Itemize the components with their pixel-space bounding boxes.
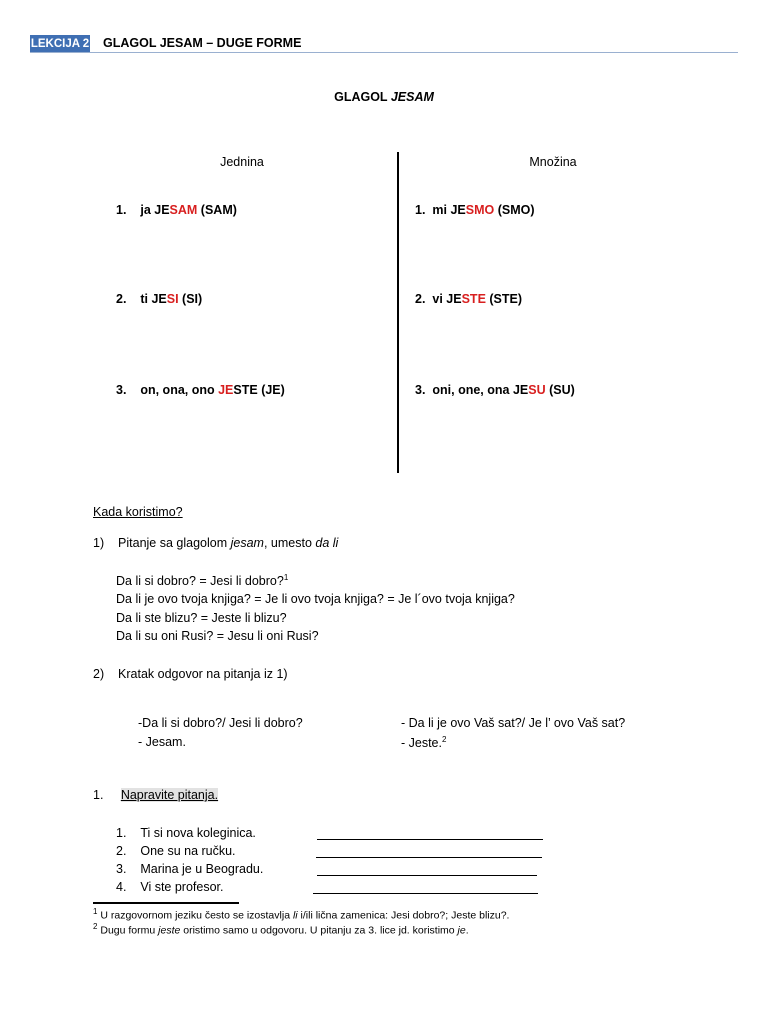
exercise-number: 1. (93, 788, 104, 802)
answer-blank-3[interactable] (317, 863, 537, 876)
example-text: Da li si dobro? = Jesi li dobro? (116, 574, 284, 589)
verb-ending: STE (461, 292, 486, 306)
point-number: 1) (93, 536, 105, 550)
footnote-ref: 1 (283, 573, 289, 582)
point-italic: jesam (230, 536, 264, 550)
footnote-mark: 2 (93, 922, 98, 931)
example-line (116, 611, 287, 625)
footnote-italic: je (457, 924, 466, 937)
short-form: (SU) (545, 383, 575, 397)
column-divider (397, 152, 399, 473)
row-number: 3. (415, 383, 426, 397)
dialogue-right-answer (401, 735, 446, 750)
pronoun: ja (140, 203, 155, 217)
header-title: GLAGOL JESAM – DUGE FORME (103, 36, 302, 50)
footnote-italic: li (292, 909, 298, 922)
plural-row-2 (415, 292, 522, 306)
exercise-heading (93, 788, 218, 802)
verb-ending: STE (233, 383, 258, 397)
item-number: 2. (116, 844, 127, 858)
verb-stem: JE (218, 383, 234, 397)
point-number: 2) (93, 667, 105, 681)
singular-heading: Jednina (220, 155, 264, 169)
footnote-text: . (465, 924, 469, 937)
example-text: Da li ste blizu? = Jeste li blizu? (116, 611, 287, 625)
singular-row-3 (116, 383, 285, 397)
answer-blank-2[interactable] (316, 845, 542, 858)
verb-stem: JE (446, 292, 462, 306)
row-number: 1. (116, 203, 127, 217)
usage-point-1 (93, 536, 338, 550)
example-line (116, 629, 319, 643)
pronoun: mi (432, 203, 451, 217)
answer-blank-1[interactable] (317, 827, 543, 840)
example-line (116, 573, 288, 588)
usage-heading: Kada koristimo? (93, 505, 183, 519)
example-text: Da li su oni Rusi? = Jesu li oni Rusi? (116, 629, 319, 643)
singular-row-2 (116, 292, 202, 306)
footnote-1 (93, 907, 509, 922)
pronoun: oni, one, ona (432, 383, 513, 397)
answer-blank-4[interactable] (313, 881, 538, 894)
example-line (116, 592, 515, 606)
dialogue-right-question: - Da li je ovo Vaš sat?/ Je l’ ovo Vaš sat? (401, 716, 626, 730)
verb-stem: JE (151, 292, 167, 306)
row-number: 2. (116, 292, 127, 306)
short-form: (JE) (257, 383, 285, 397)
footnote-ref: 2 (442, 735, 447, 744)
row-number: 1. (415, 203, 426, 217)
footnote-text: i/ili lična zamenica: Jesi dobro?; Jeste blizu?. (297, 909, 510, 922)
page-title-prefix: GLAGOL (334, 90, 391, 104)
page-title-italic: JESAM (390, 90, 434, 104)
exercise-item-4 (116, 880, 224, 894)
verb-ending: SI (166, 292, 179, 306)
short-form: (SMO) (494, 203, 535, 217)
item-text: Marina je u Beogradu. (140, 862, 264, 876)
verb-ending: SMO (465, 203, 495, 217)
row-number: 3. (116, 383, 127, 397)
plural-heading: Množina (529, 155, 577, 169)
footnote-rule (93, 902, 239, 904)
pronoun: ti (140, 292, 152, 306)
header-rule (30, 52, 738, 53)
footnote-text: oristimo samo u odgovoru. U pitanju za 3. lice jd. koristimo (180, 924, 458, 937)
pronoun: vi (432, 292, 447, 306)
pronoun: on, ona, ono (140, 383, 219, 397)
exercise-title: Napravite pitanja. (120, 788, 219, 802)
point-text: Kratak odgovor na pitanja iz 1) (118, 667, 288, 681)
item-number: 1. (116, 826, 127, 840)
item-text: One su na ručku. (140, 844, 236, 858)
footnote-text: Dugu formu (97, 924, 159, 937)
dialogue-left-answer: - Jesam. (138, 735, 186, 749)
footnote-2 (93, 922, 469, 937)
footnote-italic: jeste (158, 924, 181, 937)
plural-row-1 (415, 203, 535, 217)
short-form: (SI) (178, 292, 203, 306)
exercise-item-3 (116, 862, 263, 876)
item-text: Vi ste profesor. (140, 880, 224, 894)
row-number: 2. (415, 292, 426, 306)
dialogue-left-question: -Da li si dobro?/ Jesi li dobro? (138, 716, 303, 730)
exercise-item-2 (116, 844, 236, 858)
exercise-item-1 (116, 826, 256, 840)
verb-stem: JE (450, 203, 466, 217)
footnote-text: U razgovornom jeziku često se izostavlja (97, 909, 293, 922)
item-number: 3. (116, 862, 127, 876)
short-form: (SAM) (197, 203, 237, 217)
verb-ending: SAM (169, 203, 198, 217)
item-text: Ti si nova koleginica. (140, 826, 256, 840)
verb-stem: JE (154, 203, 170, 217)
lesson-badge: LEKCIJA 2 (30, 35, 90, 52)
singular-row-1 (116, 203, 237, 217)
answer-text: - Jeste. (401, 736, 442, 751)
point-italic: da li (315, 536, 339, 550)
verb-ending: SU (528, 383, 546, 397)
point-text: Pitanje sa glagolom (118, 536, 231, 550)
plural-row-3 (415, 383, 575, 397)
item-number: 4. (116, 880, 127, 894)
page-title (0, 90, 768, 104)
footnote-mark: 1 (93, 907, 98, 916)
example-text: Da li je ovo tvoja knjiga? = Je li ovo tvoja knjiga? = Je l´ovo tvoja knjiga? (116, 592, 515, 606)
usage-point-2 (93, 667, 288, 681)
verb-stem: JE (512, 383, 529, 397)
short-form: (STE) (485, 292, 523, 306)
point-text: , umesto (263, 536, 316, 550)
